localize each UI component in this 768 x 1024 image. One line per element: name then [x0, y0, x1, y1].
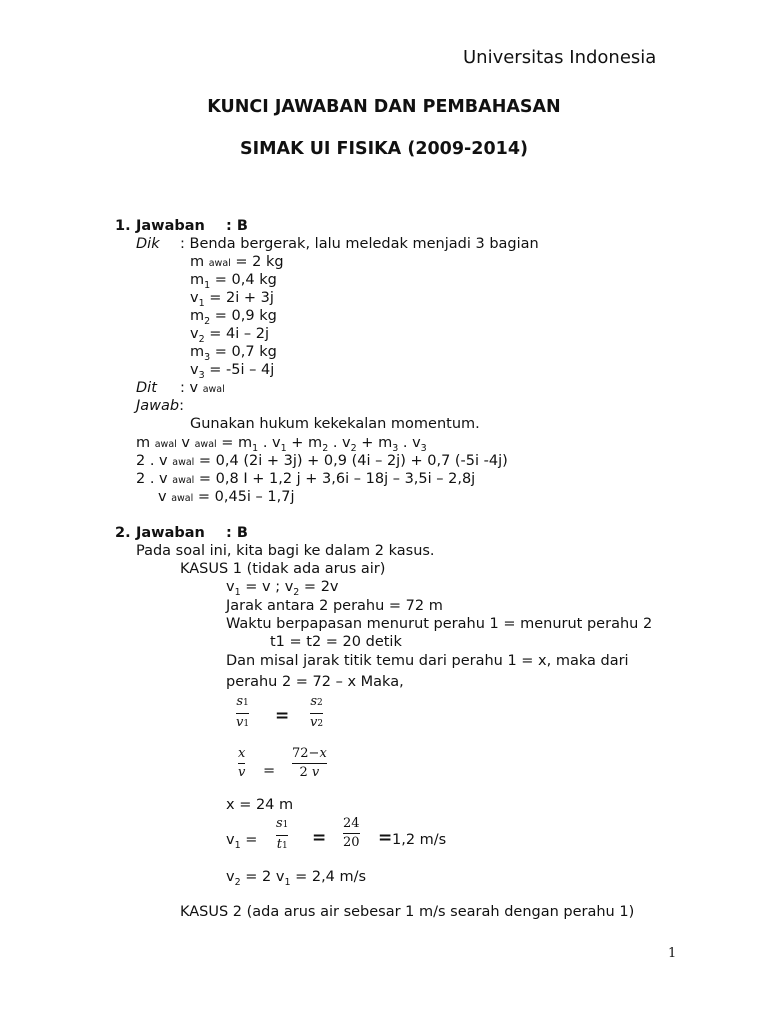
q1-given-m2: $m_2 = 0,9$ kg: [190, 308, 277, 327]
q1-dik-label: Dik: [136, 236, 160, 252]
q1-given-m-awal: m awal = 2 kg: [190, 254, 284, 270]
q1-step-1: m awal v awal = $m_1$ . $v_1 + m_2$ . $v_2 + m_3$ . $v_3$: [136, 435, 427, 454]
q1-dik-text: : Benda bergerak, lalu meledak menjadi 3 bagian: [180, 236, 539, 252]
page-title: KUNCI JAWABAN DAN PEMBAHASAN: [207, 97, 561, 117]
page-number: 1: [668, 946, 677, 961]
q2-distance: Jarak antara 2 perahu = 72 m: [226, 598, 443, 614]
q2-speeds: $v_1 = v$ ; $v_2 = 2v$: [226, 579, 339, 598]
q1-step-4: v awal = 0,45i – 1,7j: [158, 489, 295, 505]
q2-time-equal: t1 = t2 = 20 detik: [270, 634, 402, 650]
q1-answer-value: : B: [226, 218, 248, 234]
page-subtitle: SIMAK UI FISIKA (2009-2014): [240, 139, 528, 159]
fraction-s2-over-v2: s2 v2: [310, 694, 324, 730]
q2-v2-calc: $v_2 = 2$ $v_1 = 2,4$ m/s: [226, 869, 367, 888]
q2-assume-line-2: perahu 2 = 72 – x Maka,: [226, 674, 404, 690]
q2-case-2-heading: KASUS 2 (ada arus air sebesar 1 m/s searah dengan perahu 1): [180, 904, 635, 920]
q1-step-2: 2 . v awal = 0,4 (2i + 3j) + 0,9 (4i – 2j) + 0,7 (-5i -4j): [136, 453, 508, 469]
q1-answer-label: Jawaban: [136, 218, 205, 234]
q1-note: Gunakan hukum kekekalan momentum.: [190, 416, 480, 432]
q2-answer-value: : B: [226, 525, 248, 541]
q2-assume-line-1: Dan misal jarak titik temu dari perahu 1 = x, maka dari: [226, 653, 629, 669]
fraction-x-over-v: x v: [238, 746, 246, 780]
q1-given-v2: $v_2 = 4i - 2j$: [190, 326, 269, 345]
q1-dit-text: : v awal: [180, 380, 225, 396]
q2-answer-label: Jawaban: [136, 525, 205, 541]
q1-given-m1: $m_1 = 0,4$ kg: [190, 272, 277, 291]
institution-header: Universitas Indonesia: [463, 47, 657, 68]
fraction-24-over-20: 24 20: [343, 816, 360, 850]
q2-v1-result: 1,2 m/s: [392, 832, 447, 848]
equals-sign: =: [263, 763, 276, 779]
q2-x-result: x = 24 m: [226, 797, 294, 813]
fraction-s1-over-v1: s1 v1: [236, 694, 250, 730]
fraction-s1-over-t1: s1 t1: [276, 816, 289, 852]
q2-case-1-heading: KASUS 1 (tidak ada arus air): [180, 561, 386, 577]
equals-sign: =: [312, 828, 327, 848]
q1-given-v3: $v_3 = -5i - 4j$: [190, 362, 275, 381]
q2-v1-lhs: $v_1$ =: [226, 832, 258, 851]
q1-step-3: 2 . v awal = 0,8 I + 1,2 j + 3,6i – 18j – 3,5i – 2,8j: [136, 471, 476, 487]
q1-jawab-label: Jawab:: [136, 398, 185, 414]
equals-sign: =: [378, 828, 393, 848]
equals-sign: =: [275, 706, 290, 726]
q2-number: 2.: [115, 525, 131, 541]
q2-intro: Pada soal ini, kita bagi ke dalam 2 kasus.: [136, 543, 435, 559]
fraction-72-minus-x-over-2v: 72−x 2 v: [292, 746, 327, 780]
q1-given-m3: $m_3 = 0,7$ kg: [190, 344, 277, 363]
q1-dit-label: Dit: [136, 380, 157, 396]
q2-time-statement: Waktu berpapasan menurut perahu 1 = menurut perahu 2: [226, 616, 653, 632]
q1-number: 1.: [115, 218, 131, 234]
q1-given-v1: $v_1 = 2i + 3j$: [190, 290, 274, 309]
